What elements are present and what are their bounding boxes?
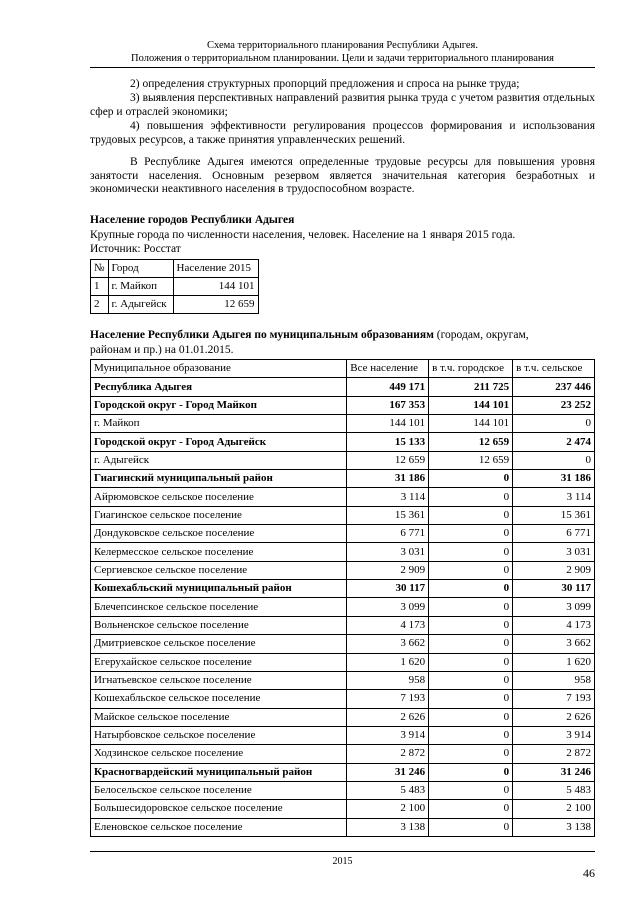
paragraph-item-2: 2) определения структурных пропорций предложения и спроса на рынке труда; <box>130 78 520 90</box>
table-row <box>91 278 259 296</box>
municipality-name-cell: Гиагинское сельское поселение <box>91 506 347 524</box>
population-value-cell: 0 <box>429 635 513 653</box>
population-value-cell: 12 659 <box>347 451 429 469</box>
table-row <box>91 470 595 488</box>
municipal-title-rest: (городам, округам, <box>433 329 529 341</box>
population-value-cell: 2 872 <box>347 745 429 763</box>
column-header-population: Население 2015 <box>173 260 258 278</box>
table-row <box>91 543 595 561</box>
municipality-name-cell: Большесидоровское сельское поселение <box>91 800 347 818</box>
population-value-cell: 0 <box>429 781 513 799</box>
population-value-cell: 7 193 <box>347 690 429 708</box>
population-value-cell: 0 <box>429 800 513 818</box>
cities-section-title: Население городов Республики Адыгея <box>90 214 295 226</box>
population-value-cell: 3 662 <box>347 635 429 653</box>
population-value-cell: 3 662 <box>513 635 595 653</box>
table-row <box>91 690 595 708</box>
table-row <box>91 415 595 433</box>
municipality-name-cell: Кошехабльский муниципальный район <box>91 580 347 598</box>
population-value-cell: 2 909 <box>513 561 595 579</box>
population-value-cell: 30 117 <box>347 580 429 598</box>
municipality-name-cell: Дондуковское сельское поселение <box>91 525 347 543</box>
population-value-cell: 2 626 <box>347 708 429 726</box>
column-header-urban: в т.ч. городское <box>429 360 513 378</box>
municipality-name-cell: Республика Адыгея <box>91 378 347 396</box>
population-value-cell: 144 101 <box>347 415 429 433</box>
footer-year: 2015 <box>332 856 353 867</box>
population-value-cell: 31 186 <box>513 470 595 488</box>
population-value-cell: 3 031 <box>347 543 429 561</box>
municipality-name-cell: Вольненское сельское поселение <box>91 616 347 634</box>
cities-section-source: Источник: Росстат <box>90 243 181 255</box>
population-value-cell: 6 771 <box>347 525 429 543</box>
cities-section-subtitle: Крупные города по численности населения, человек. Население на 1 января 2015 года. <box>90 229 516 241</box>
table-row <box>91 726 595 744</box>
paragraph-labor-resources: В Республике Адыгея имеются определенные трудовые ресурсы для повышения уровня занятости населения. Основным резервом является значительная категория безработных и экономически неактивного населения в трудоспособном возрасте. <box>90 156 595 195</box>
paragraph-item-4: 4) повышения эффективности регулирования процессов формирования и использования трудовых ресурсов, а также принятия управленческих решений. <box>90 120 595 146</box>
population-value-cell: 449 171 <box>347 378 429 396</box>
table-row <box>91 616 595 634</box>
running-header-line1: Схема территориального планирования Республики Адыгея. <box>206 40 478 51</box>
population-value-cell: 0 <box>429 818 513 836</box>
table-row <box>91 708 595 726</box>
municipality-name-cell: Белосельское сельское поселение <box>91 781 347 799</box>
table-cell: г. Майкоп <box>108 278 173 296</box>
header-rule <box>90 67 595 68</box>
column-header-total: Все население <box>347 360 429 378</box>
population-value-cell: 6 771 <box>513 525 595 543</box>
table-row <box>91 763 595 781</box>
population-value-cell: 144 101 <box>429 396 513 414</box>
population-value-cell: 3 031 <box>513 543 595 561</box>
table-cell: г. Адыгейск <box>108 296 173 314</box>
table-row <box>91 451 595 469</box>
population-value-cell: 1 620 <box>347 653 429 671</box>
table-cell: 2 <box>91 296 109 314</box>
population-value-cell: 3 114 <box>347 488 429 506</box>
paragraph-item-3: 3) выявления перспективных направлений развития рынка труда с учетом развития отдельных сфер и отраслей экономики; <box>90 92 595 118</box>
table-row <box>91 488 595 506</box>
population-value-cell: 0 <box>429 561 513 579</box>
population-value-cell: 3 114 <box>513 488 595 506</box>
population-value-cell: 5 483 <box>513 781 595 799</box>
population-value-cell: 144 101 <box>429 415 513 433</box>
population-value-cell: 167 353 <box>347 396 429 414</box>
municipality-name-cell: Игнатьевское сельское поселение <box>91 671 347 689</box>
running-header-line2: Положения о территориальном планировании. Цели и задачи территориального планирования <box>131 53 554 64</box>
table-row <box>91 800 595 818</box>
population-value-cell: 4 173 <box>347 616 429 634</box>
population-value-cell: 31 246 <box>347 763 429 781</box>
population-value-cell: 0 <box>429 763 513 781</box>
population-value-cell: 0 <box>429 708 513 726</box>
municipal-section-title <box>90 329 595 343</box>
municipal-title-line2: районам и пр.) на 01.01.2015. <box>90 344 234 356</box>
municipality-name-cell: Ходзинское сельское поселение <box>91 745 347 763</box>
population-value-cell: 4 173 <box>513 616 595 634</box>
page-number: 46 <box>583 866 595 880</box>
population-value-cell: 0 <box>429 745 513 763</box>
municipality-name-cell: Еленовское сельское поселение <box>91 818 347 836</box>
population-value-cell: 0 <box>429 671 513 689</box>
population-value-cell: 15 133 <box>347 433 429 451</box>
population-value-cell: 0 <box>429 726 513 744</box>
table-row <box>91 561 595 579</box>
population-value-cell: 0 <box>429 506 513 524</box>
population-value-cell: 0 <box>429 616 513 634</box>
municipality-name-cell: г. Адыгейск <box>91 451 347 469</box>
cities-population-table <box>90 259 259 314</box>
municipality-name-cell: Сергиевское сельское поселение <box>91 561 347 579</box>
population-value-cell: 2 100 <box>347 800 429 818</box>
population-value-cell: 0 <box>429 488 513 506</box>
population-value-cell: 31 186 <box>347 470 429 488</box>
table-row <box>91 378 595 396</box>
population-value-cell: 2 474 <box>513 433 595 451</box>
population-value-cell: 0 <box>429 598 513 616</box>
table-row <box>91 296 259 314</box>
population-value-cell: 0 <box>429 580 513 598</box>
municipality-name-cell: Гиагинский муниципальный район <box>91 470 347 488</box>
table-header-row <box>91 360 595 378</box>
population-value-cell: 0 <box>513 415 595 433</box>
population-value-cell: 237 446 <box>513 378 595 396</box>
table-cell: 1 <box>91 278 109 296</box>
municipality-name-cell: Айрюмовское сельское поселение <box>91 488 347 506</box>
table-cell: 144 101 <box>173 278 258 296</box>
population-value-cell: 0 <box>513 451 595 469</box>
population-value-cell: 15 361 <box>513 506 595 524</box>
population-value-cell: 0 <box>429 653 513 671</box>
population-value-cell: 211 725 <box>429 378 513 396</box>
municipal-title-bold: Население Республики Адыгея по муниципальным образованиям <box>90 329 434 341</box>
municipality-name-cell: Егерухайское сельское поселение <box>91 653 347 671</box>
municipality-name-cell: Натырбовское сельское поселение <box>91 726 347 744</box>
population-value-cell: 2 872 <box>513 745 595 763</box>
population-value-cell: 0 <box>429 543 513 561</box>
table-row <box>91 396 595 414</box>
population-value-cell: 0 <box>429 470 513 488</box>
population-value-cell: 30 117 <box>513 580 595 598</box>
population-value-cell: 3 914 <box>513 726 595 744</box>
municipality-name-cell: Красногвардейский муниципальный район <box>91 763 347 781</box>
column-header-municipality: Муниципальное образование <box>91 360 347 378</box>
table-row <box>91 506 595 524</box>
population-value-cell: 3 099 <box>347 598 429 616</box>
table-row <box>91 598 595 616</box>
population-value-cell: 2 909 <box>347 561 429 579</box>
population-value-cell: 3 099 <box>513 598 595 616</box>
population-value-cell: 0 <box>429 690 513 708</box>
municipality-name-cell: Блечепсинское сельское поселение <box>91 598 347 616</box>
table-row <box>91 580 595 598</box>
column-header-number: № <box>91 260 109 278</box>
municipality-name-cell: Кошехабльское сельское поселение <box>91 690 347 708</box>
table-cell: 12 659 <box>173 296 258 314</box>
population-value-cell: 3 914 <box>347 726 429 744</box>
column-header-rural: в т.ч. сельское <box>513 360 595 378</box>
table-row <box>91 818 595 836</box>
table-row <box>91 635 595 653</box>
population-value-cell: 1 620 <box>513 653 595 671</box>
table-row <box>91 525 595 543</box>
table-row <box>91 671 595 689</box>
population-value-cell: 7 193 <box>513 690 595 708</box>
municipality-name-cell: Майское сельское поселение <box>91 708 347 726</box>
footer-rule <box>90 851 595 852</box>
population-value-cell: 3 138 <box>347 818 429 836</box>
population-value-cell: 23 252 <box>513 396 595 414</box>
population-value-cell: 0 <box>429 525 513 543</box>
municipality-name-cell: Дмитриевское сельское поселение <box>91 635 347 653</box>
column-header-city: Город <box>108 260 173 278</box>
population-value-cell: 5 483 <box>347 781 429 799</box>
population-value-cell: 2 626 <box>513 708 595 726</box>
population-value-cell: 958 <box>347 671 429 689</box>
table-row <box>91 745 595 763</box>
municipality-name-cell: Келермесское сельское поселение <box>91 543 347 561</box>
population-value-cell: 12 659 <box>429 433 513 451</box>
municipality-name-cell: Городской округ - Город Адыгейск <box>91 433 347 451</box>
population-value-cell: 3 138 <box>513 818 595 836</box>
table-row <box>91 781 595 799</box>
municipality-name-cell: г. Майкоп <box>91 415 347 433</box>
population-value-cell: 31 246 <box>513 763 595 781</box>
table-row <box>91 433 595 451</box>
municipal-population-table <box>90 359 595 837</box>
population-value-cell: 15 361 <box>347 506 429 524</box>
table-row <box>91 653 595 671</box>
population-value-cell: 958 <box>513 671 595 689</box>
population-value-cell: 2 100 <box>513 800 595 818</box>
municipality-name-cell: Городской округ - Город Майкоп <box>91 396 347 414</box>
population-value-cell: 12 659 <box>429 451 513 469</box>
table-header-row <box>91 260 259 278</box>
